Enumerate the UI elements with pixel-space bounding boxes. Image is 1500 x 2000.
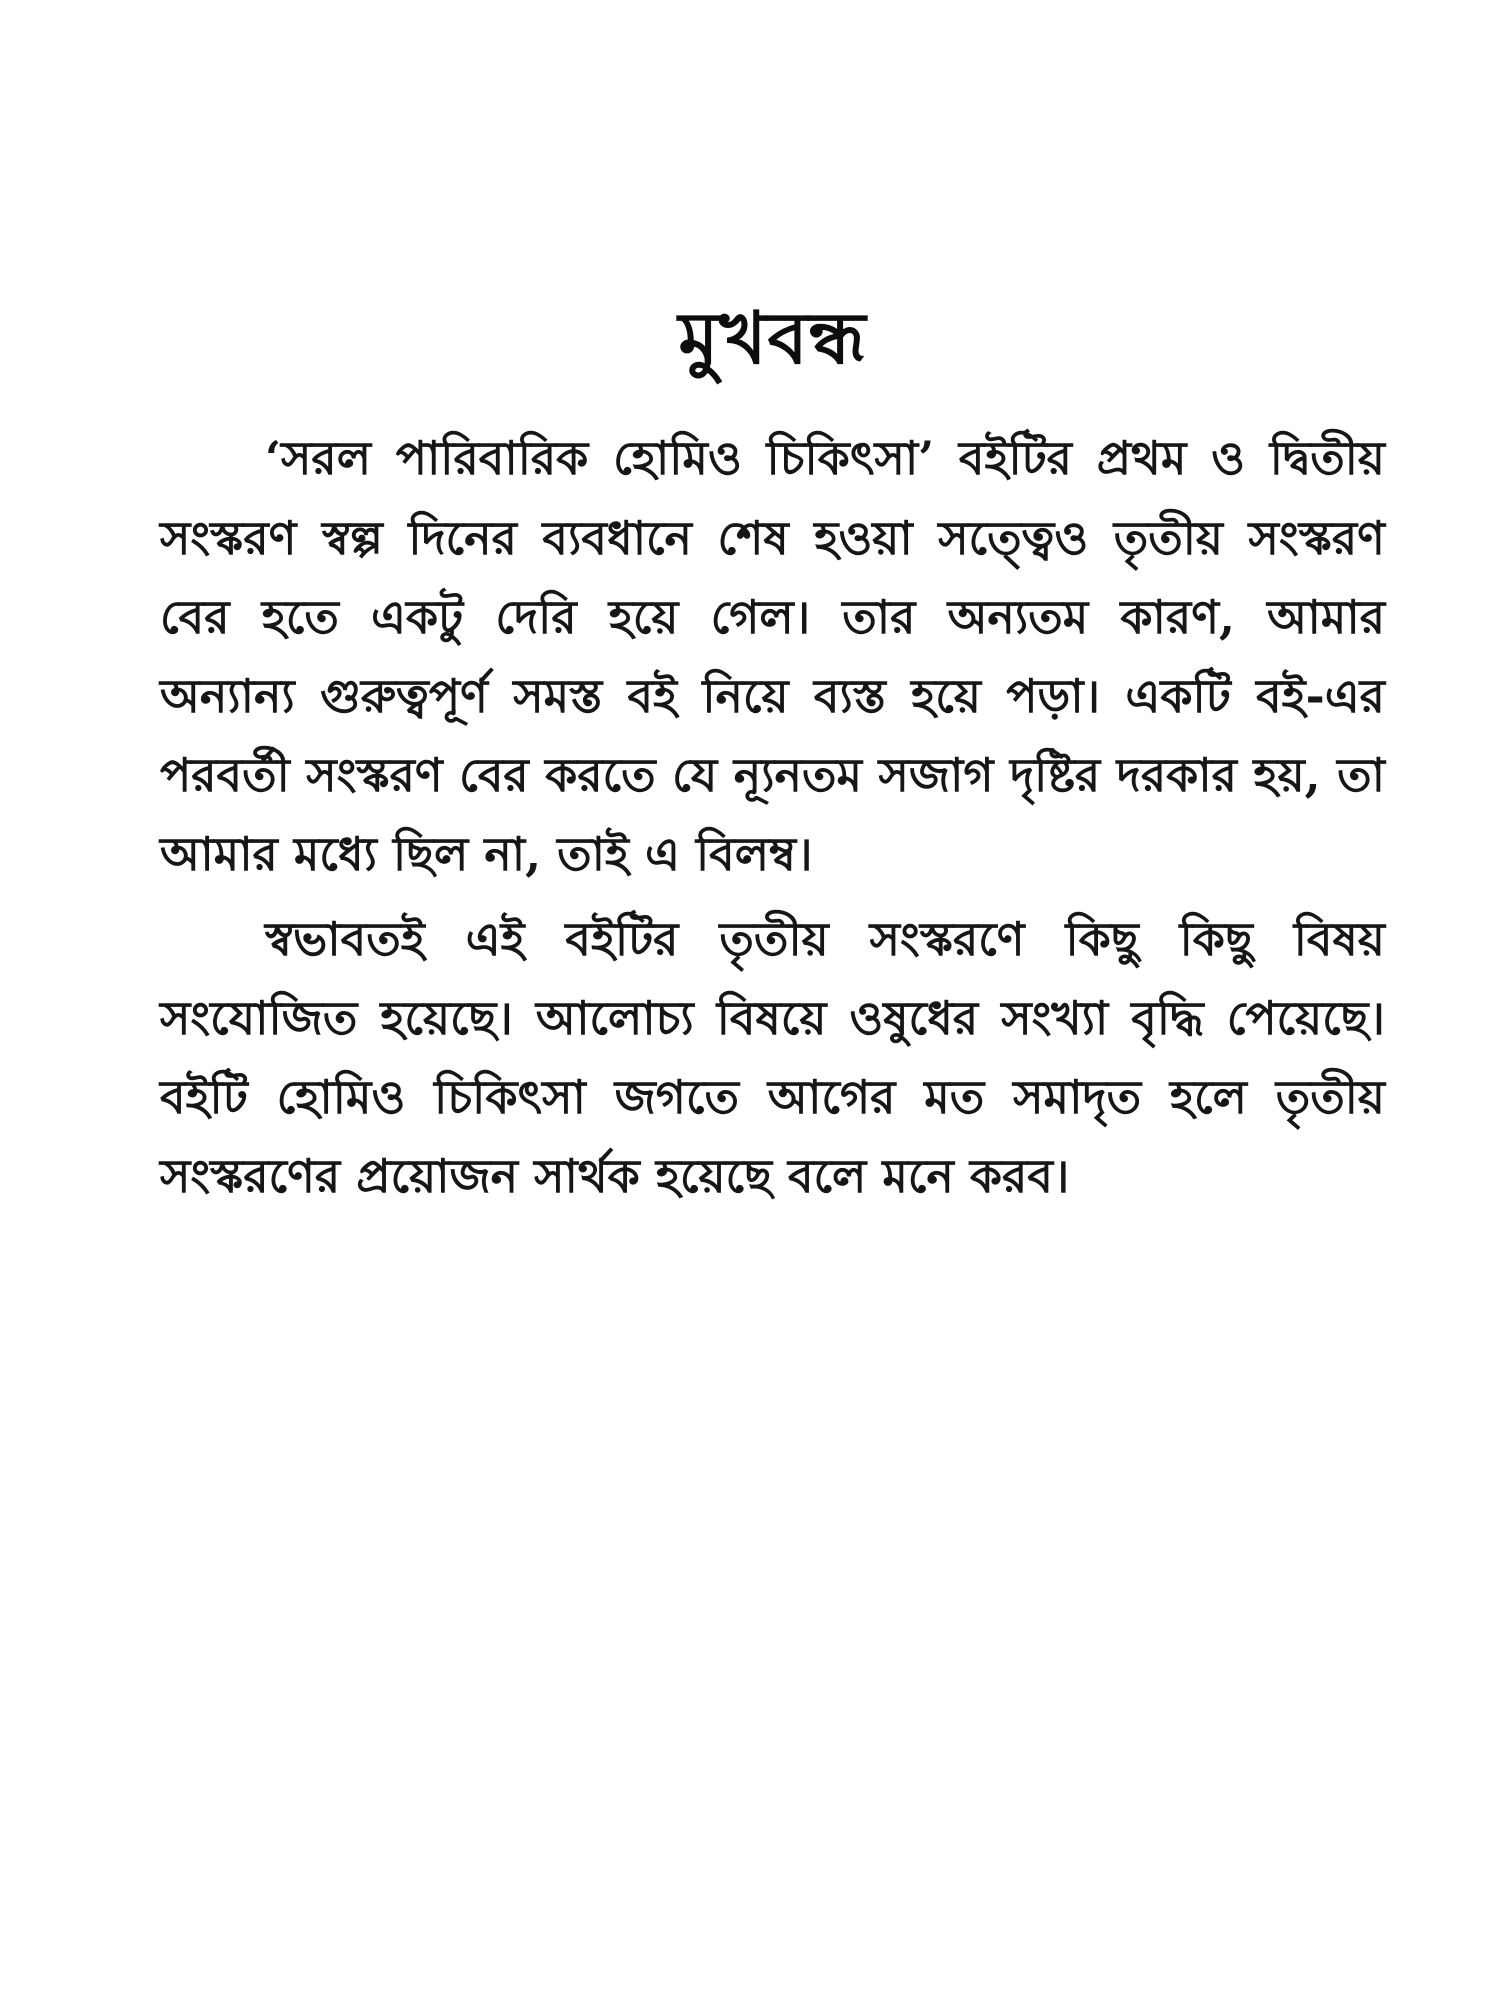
paragraph: ‘সরল পারিবারিক হোমিও চিকিৎসা’ বইটির প্রথম ও দ্বিতীয় সংস্করণ স্বল্প দিনের ব্যবধানে শেষ হওয়া সত্ত্বেও তৃতীয় সংস্করণ বের হতে একটু দেরি হয়ে গেল। তার অন্যতম কারণ, আমার অন্যান্য গুরুত্বপূর্ণ সমস্ত বই নিয়ে ব্যস্ত হয়ে পড়া। একটি বই-এর পরবর্তী সংস্করণ বের করতে যে ন্যূনতম সজাগ দৃষ্টির দরকার হয়, তা আমার মধ্যে ছিল না, তাই এ বিলম্ব। bbox=[160, 431, 1385, 881]
preface-body bbox=[160, 419, 1385, 1216]
text-block bbox=[160, 295, 1385, 1216]
paragraph: স্বভাবতই এই বইটির তৃতীয় সংস্করণে কিছু কিছু বিষয় সংযোজিত হয়েছে। আলোচ্য বিষয়ে ওষুধের সংখ্যা বৃদ্ধি পেয়েছে। বইটি হোমিও চিকিৎসা জগতে আগের মত সমাদৃত হলে তৃতীয় সংস্করণের প্রয়োজন সার্থক হয়েছে বলে মনে করব। bbox=[160, 912, 1385, 1204]
page-title: মুখবন্ধ bbox=[678, 295, 867, 380]
